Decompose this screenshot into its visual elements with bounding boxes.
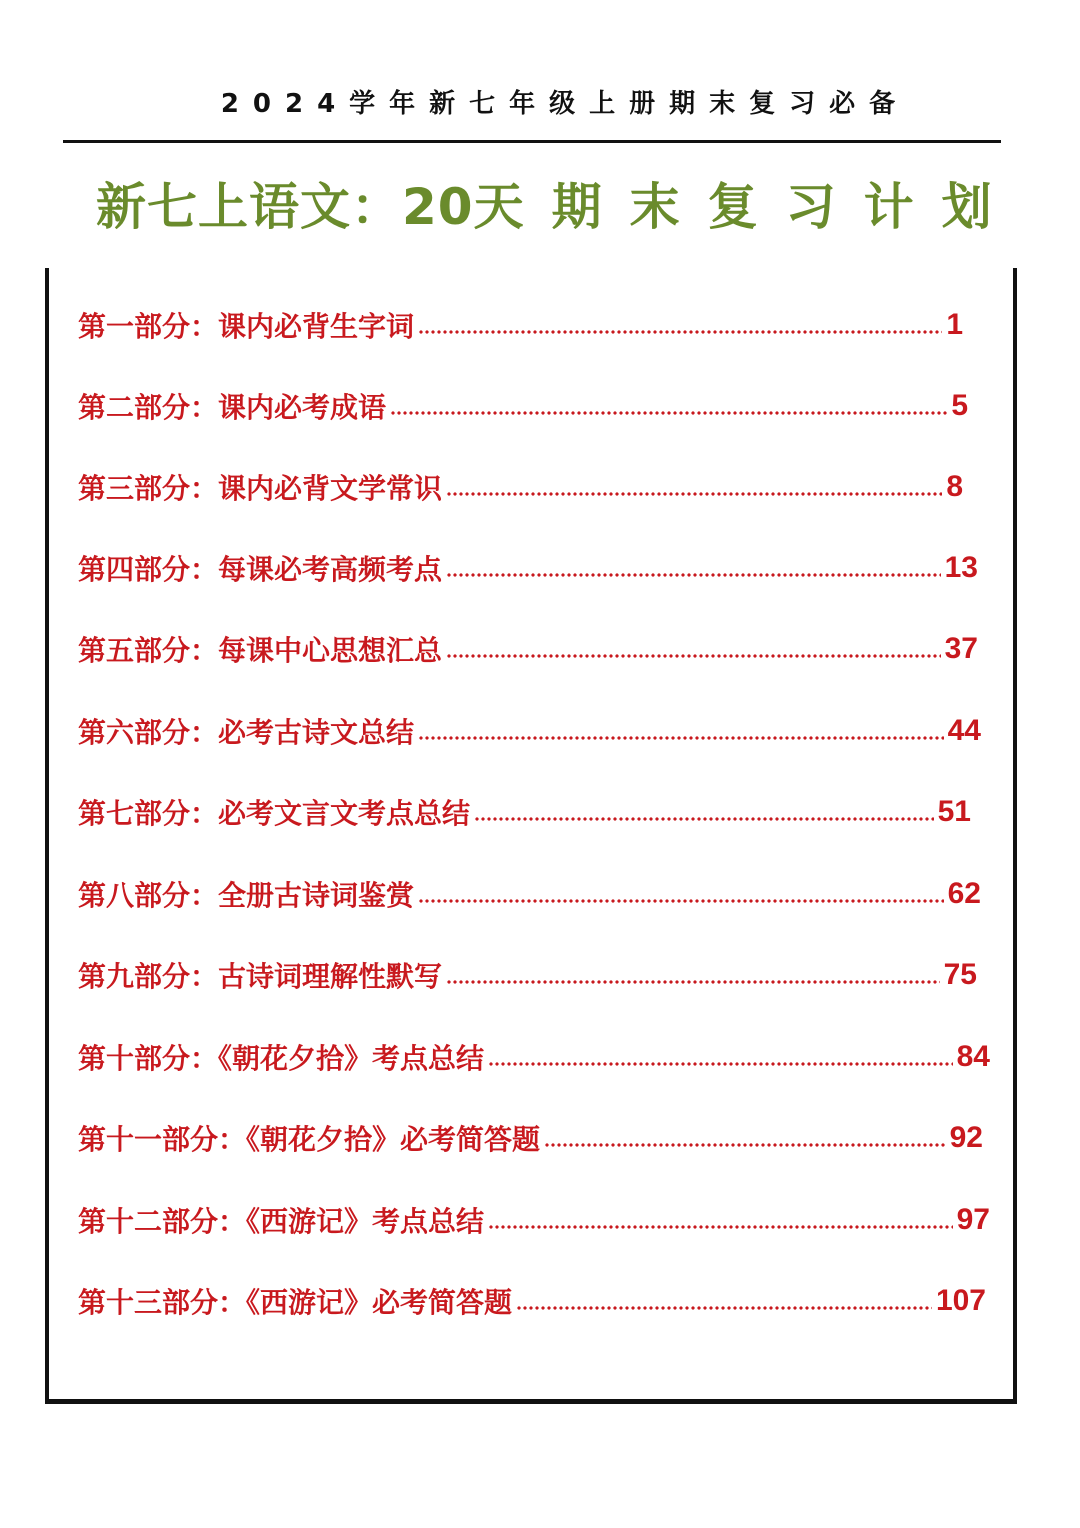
toc-item-page: 5: [951, 389, 968, 422]
page-title: [96, 172, 1020, 242]
toc-item-page: 37: [944, 632, 978, 665]
toc-item-page: 62: [947, 877, 981, 910]
document-subtitle: 2024学年新七年级上册期末复习必备: [220, 89, 910, 119]
toc-item-label: 第四部分：每课必考高频考点: [78, 553, 443, 586]
toc-item-page: 44: [947, 714, 981, 747]
toc-item-label: 第七部分：必考文言文考点总结: [78, 797, 471, 830]
toc-item-page: 8: [946, 470, 963, 503]
toc-item-page: 84: [956, 1040, 990, 1073]
toc-item-label: 第八部分：全册古诗词鉴赏: [78, 879, 415, 912]
toc-item[interactable]: [78, 1035, 990, 1079]
toc-item-label: 第一部分：课内必背生字词: [78, 310, 415, 343]
toc-item-page: 13: [944, 551, 978, 584]
header-divider: [63, 140, 1001, 143]
toc-item-page: 51: [937, 795, 971, 828]
toc-leader-dots: [446, 654, 941, 658]
toc-item-page: 1: [946, 308, 963, 341]
toc-item-label: 第十三部分：《西游记》必考简答题: [78, 1286, 513, 1319]
toc-leader-dots: [418, 736, 944, 740]
toc-item-label: 第二部分：课内必考成语: [78, 391, 387, 424]
toc-item-page: 107: [935, 1284, 986, 1317]
toc-item[interactable]: [78, 1198, 990, 1242]
toc-item-label: 第六部分：必考古诗文总结: [78, 716, 415, 749]
toc-item-label: 第三部分：课内必背文学常识: [78, 472, 443, 505]
page-title-spaced: 天期末复习计划: [473, 178, 1020, 236]
toc-leader-dots: [418, 899, 944, 903]
toc-item-label: 第九部分：古诗词理解性默写: [78, 960, 443, 993]
toc-leader-dots: [488, 1062, 953, 1066]
toc-leader-dots: [488, 1225, 953, 1229]
toc-leader-dots: [474, 817, 934, 821]
toc-item[interactable]: [78, 303, 963, 347]
toc-leader-dots: [446, 980, 940, 984]
table-of-contents: [45, 268, 1017, 1404]
toc-item-label: 第十一部分：《朝花夕拾》必考简答题: [78, 1123, 541, 1156]
toc-leader-dots: [418, 330, 942, 334]
toc-item[interactable]: [78, 953, 977, 997]
toc-item-label: 第十部分：《朝花夕拾》考点总结: [78, 1042, 485, 1075]
toc-leader-dots: [446, 492, 942, 496]
toc-leader-dots: [544, 1143, 946, 1147]
page-title-prefix: 新七上语文：20: [96, 178, 474, 236]
toc-leader-dots: [390, 411, 947, 415]
toc-item[interactable]: [78, 1279, 986, 1323]
toc-item[interactable]: [78, 1116, 983, 1160]
toc-item[interactable]: [78, 627, 978, 671]
toc-item[interactable]: [78, 709, 981, 753]
toc-item-page: 75: [943, 958, 977, 991]
toc-leader-dots: [516, 1306, 932, 1310]
toc-item-page: 92: [949, 1121, 983, 1154]
toc-leader-dots: [446, 573, 941, 577]
toc-item-label: 第五部分：每课中心思想汇总: [78, 634, 443, 667]
toc-item[interactable]: [78, 465, 963, 509]
toc-item[interactable]: [78, 384, 968, 428]
toc-item[interactable]: [78, 790, 971, 834]
toc-item[interactable]: [78, 872, 981, 916]
toc-item-label: 第十二部分：《西游记》考点总结: [78, 1205, 485, 1238]
toc-item-page: 97: [956, 1203, 990, 1236]
toc-item[interactable]: [78, 546, 978, 590]
